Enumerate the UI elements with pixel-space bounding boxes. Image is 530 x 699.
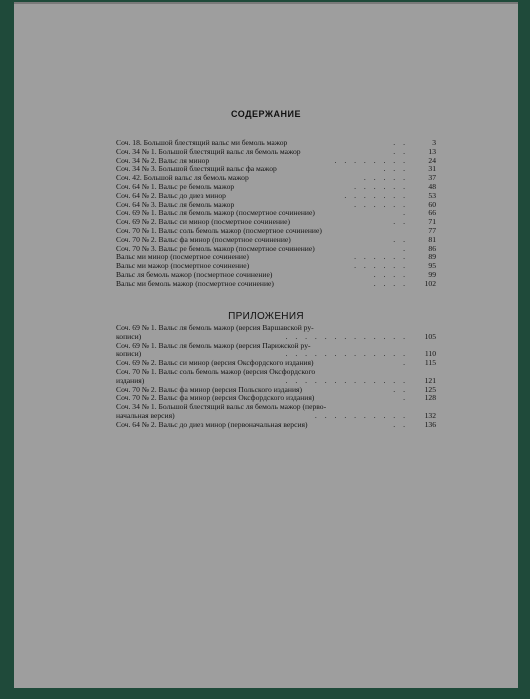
page-top-edge	[14, 2, 518, 4]
toc-entry-title: Вальс ми минор (посмертное сочинение)	[116, 252, 249, 262]
toc-entry-title: издания)	[116, 375, 145, 385]
toc-leader-dots: . . . . . . . . . . . . .	[285, 332, 408, 341]
contents-list	[116, 139, 436, 289]
toc-entry	[116, 342, 436, 351]
toc-leader-dots: .	[403, 359, 408, 368]
toc-entry-title: кописи)	[116, 331, 142, 341]
toc-entry-title: Соч. 69 № 2. Вальс си минор (посмертное сочинение)	[116, 217, 290, 227]
appendix-heading: ПРИЛОЖЕНИЯ	[228, 311, 304, 322]
toc-entry-title: Соч. 18. Большой блестящий вальс ми бемоль мажор	[116, 138, 288, 147]
toc-entry-title: кописи)	[116, 349, 142, 359]
toc-page-number: 105	[424, 331, 436, 341]
toc-leader-dots: . . . . . . . . . .	[314, 411, 408, 420]
toc-entry-title: Соч. 34 № 1. Большой блестящий вальс ля бемоль мажор (перво-	[116, 402, 327, 412]
appendix-list	[116, 324, 436, 430]
toc-page-number: 99	[428, 269, 436, 279]
toc-page-number: 66	[428, 208, 436, 218]
toc-entry-title: Соч. 42. Большой вальс ля бемоль мажор	[116, 173, 249, 183]
toc-entry-title: Соч. 64 № 2. Вальс до диез минор	[116, 190, 226, 200]
toc-leader-dots: . . . . . . . . . . . . .	[285, 376, 408, 385]
toc-page-number: 24	[428, 155, 436, 165]
toc-page-number: 132	[424, 410, 436, 420]
toc-leader-dots: . . . . . .	[354, 253, 408, 262]
toc-entry-title: Соч. 69 № 1. Вальс ля бемоль мажор (версия Парижской ру-	[116, 340, 311, 350]
toc-page-number: 136	[424, 419, 436, 429]
toc-entry-title: Вальс ми мажор (посмертное сочинение)	[116, 261, 250, 271]
toc-leader-dots: . . . .	[373, 270, 408, 279]
toc-page-number: 77	[428, 225, 436, 235]
toc-page-number: 60	[428, 199, 436, 209]
toc-leader-dots: . . . . . . . . . . . . .	[285, 350, 408, 359]
toc-page-number: 125	[424, 384, 436, 394]
toc-leader-dots: . .	[393, 139, 408, 147]
toc-page-number: 37	[428, 173, 436, 183]
toc-page-number: 89	[428, 252, 436, 262]
toc-entry	[116, 368, 436, 377]
toc-leader-dots: . . . . . . . .	[334, 156, 408, 165]
book-page	[14, 2, 518, 688]
toc-leader-dots: . .	[393, 385, 408, 394]
toc-entry-title: Соч. 69 № 2. Вальс си минор (версия Оксфордского издания)	[116, 358, 314, 368]
toc-entry-title: Вальс ля бемоль мажор (посмертное сочинение)	[116, 269, 273, 279]
toc-leader-dots: . . . .	[373, 279, 408, 288]
toc-page-number: 3	[432, 138, 436, 147]
toc-page-number: 81	[428, 234, 436, 244]
toc-entry-title: начальная версия)	[116, 410, 175, 420]
toc-page-number: 110	[424, 349, 436, 359]
toc-page-number: 121	[424, 375, 436, 385]
toc-entry-title: Соч. 70 № 1. Вальс соль бемоль мажор (версия Оксфордского	[116, 366, 316, 376]
toc-page-number: 31	[428, 164, 436, 174]
toc-leader-dots: . .	[393, 420, 408, 429]
toc-entry	[116, 280, 436, 289]
toc-entry-title: Соч. 69 № 1. Вальс ля бемоль мажор (посмертное сочинение)	[116, 208, 315, 218]
toc-entry-title: Соч. 34 № 3. Большой блестящий вальс фа мажор	[116, 164, 277, 174]
toc-entry-title: Соч. 64 № 2. Вальс до диез минор (первоначальная версия)	[116, 419, 308, 429]
toc-entry-title: Соч. 64 № 3. Вальс ля бемоль мажор	[116, 199, 235, 209]
toc-entry-title: Соч. 70 № 2. Вальс фа минор (версия Оксфордского издания)	[116, 393, 315, 403]
toc-page-number: 86	[428, 243, 436, 253]
toc-leader-dots: . . . . . . .	[344, 191, 408, 200]
toc-page-number: 95	[428, 261, 436, 271]
toc-entry	[116, 324, 436, 333]
toc-leader-dots: . . .	[383, 165, 408, 174]
toc-leader-dots: . .	[393, 235, 408, 244]
toc-leader-dots: . . . . . .	[354, 262, 408, 271]
toc-leader-dots: . . . . .	[363, 174, 408, 183]
toc-leader-dots: . . . . . .	[354, 200, 408, 209]
toc-leader-dots: . .	[393, 218, 408, 227]
toc-leader-dots: .	[403, 209, 408, 218]
toc-page-number: 53	[428, 190, 436, 200]
toc-page-number: 102	[424, 278, 436, 288]
contents-heading: СОДЕРЖАНИЕ	[230, 109, 302, 119]
toc-entry-title: Соч. 34 № 1. Большой блестящий вальс ля бемоль мажор	[116, 146, 301, 156]
toc-page-number: 128	[424, 393, 436, 403]
toc-entry-title: Соч. 70 № 3. Вальс ре бемоль мажор (посмертное сочинение)	[116, 243, 315, 253]
toc-leader-dots: . . . . . .	[354, 182, 408, 191]
toc-leader-dots: .	[403, 244, 408, 253]
toc-entry-title: Соч. 70 № 2. Вальс фа минор (версия Польского издания)	[116, 384, 303, 394]
toc-leader-dots: . .	[393, 147, 408, 156]
toc-entry-title: Соч. 69 № 1. Вальс ля бемоль мажор (версия Варшавской ру-	[116, 323, 314, 332]
toc-page-number: 71	[428, 217, 436, 227]
toc-entry-title: Вальс ми бемоль мажор (посмертное сочинение)	[116, 278, 274, 288]
toc-page-number: 13	[428, 146, 436, 156]
toc-entry-title: Соч. 64 № 1. Вальс ре бемоль мажор	[116, 181, 235, 191]
toc-entry-title: Соч. 70 № 1. Вальс соль бемоль мажор (посмертное сочинение)	[116, 225, 322, 235]
toc-page-number: 48	[428, 181, 436, 191]
toc-page-number: 115	[424, 358, 436, 368]
page-bottom-edge	[14, 688, 518, 699]
toc-entry-title: Соч. 34 № 2. Вальс ля минор	[116, 155, 210, 165]
toc-entry	[116, 421, 436, 430]
toc-entry-title: Соч. 70 № 2. Вальс фа минор (посмертное сочинение)	[116, 234, 291, 244]
toc-leader-dots: .	[403, 394, 408, 403]
